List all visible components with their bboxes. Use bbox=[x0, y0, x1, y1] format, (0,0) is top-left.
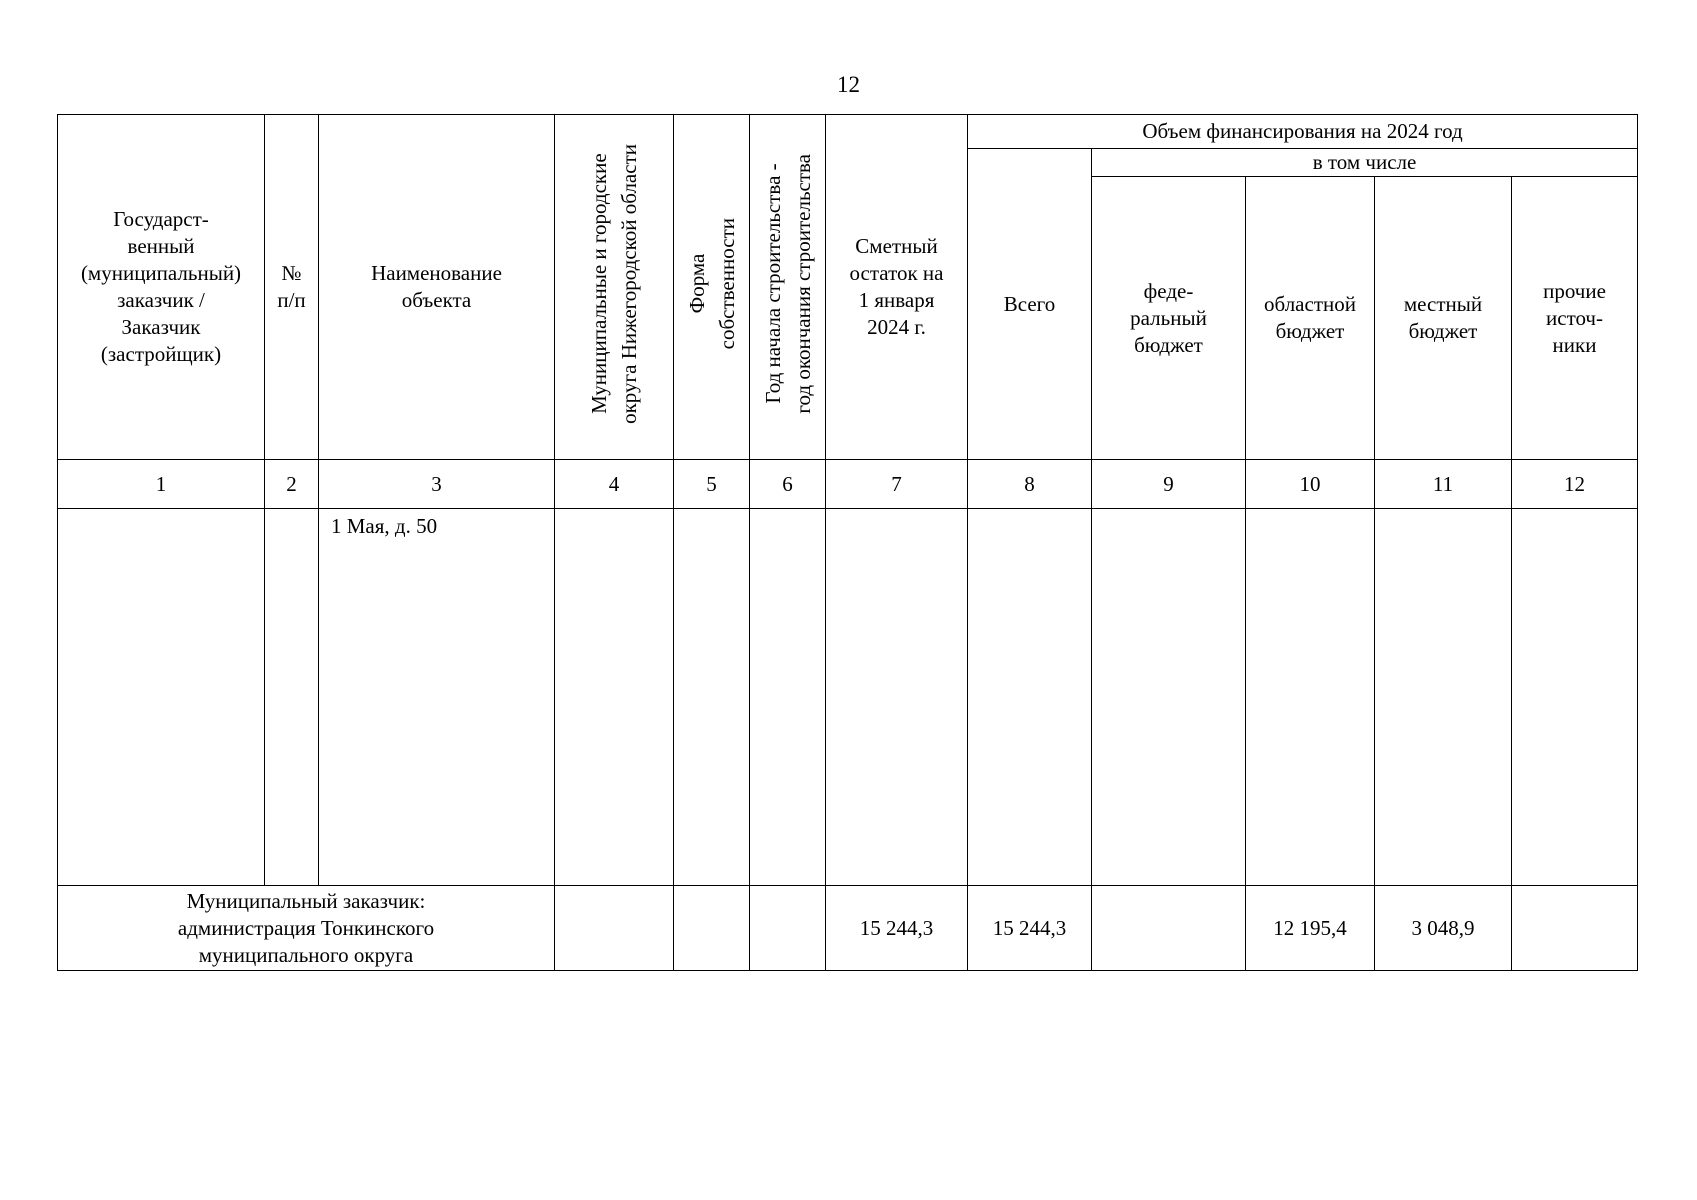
header-federal-budget: феде- ральный бюджет bbox=[1092, 177, 1246, 460]
summary-row bbox=[58, 886, 1638, 971]
summary-regional: 12 195,4 bbox=[1246, 886, 1375, 971]
summary-years bbox=[750, 886, 826, 971]
cell-district bbox=[555, 509, 674, 886]
header-total: Всего bbox=[968, 149, 1092, 460]
column-number: 8 bbox=[968, 460, 1092, 509]
summary-other bbox=[1512, 886, 1638, 971]
header-ownership-form bbox=[674, 115, 750, 460]
column-number: 7 bbox=[826, 460, 968, 509]
header-regional-budget: областной бюджет bbox=[1246, 177, 1375, 460]
header-estimated-balance: Сметный остаток на 1 января 2024 г. bbox=[826, 115, 968, 460]
summary-ownership bbox=[674, 886, 750, 971]
column-number: 5 bbox=[674, 460, 750, 509]
column-number: 6 bbox=[750, 460, 826, 509]
header-object-name: Наименование объекта bbox=[319, 115, 555, 460]
summary-customer-label: Муниципальный заказчик: администрация Тонкинского муниципального округа bbox=[58, 886, 555, 971]
header-number: № п/п bbox=[265, 115, 319, 460]
column-number-row bbox=[58, 460, 1638, 509]
cell-other bbox=[1512, 509, 1638, 886]
header-construction-years-text: Год начала строительства - год окончания строительства bbox=[760, 153, 815, 414]
summary-estimated-balance: 15 244,3 bbox=[826, 886, 968, 971]
column-number: 9 bbox=[1092, 460, 1246, 509]
cell-regional bbox=[1246, 509, 1375, 886]
header-municipal-districts-text: Муниципальные и городские округа Нижегородской области bbox=[587, 143, 641, 424]
header-local-budget: местный бюджет bbox=[1375, 177, 1512, 460]
header-ownership-form-text: Форма собственности bbox=[684, 217, 739, 350]
page-number: 12 bbox=[837, 72, 860, 97]
cell-local bbox=[1375, 509, 1512, 886]
summary-federal bbox=[1092, 886, 1246, 971]
header-construction-years bbox=[750, 115, 826, 460]
header-other-sources: прочие источ- ники bbox=[1512, 177, 1638, 460]
summary-total: 15 244,3 bbox=[968, 886, 1092, 971]
column-number: 4 bbox=[555, 460, 674, 509]
column-number: 10 bbox=[1246, 460, 1375, 509]
header-customer: Государст- венный (муниципальный) заказчик / Заказчик (застройщик) bbox=[58, 115, 265, 460]
cell-federal bbox=[1092, 509, 1246, 886]
header-including: в том числе bbox=[1092, 149, 1638, 177]
financing-table bbox=[57, 114, 1638, 971]
cell-number bbox=[265, 509, 319, 886]
header-funding-group: Объем финансирования на 2024 год bbox=[968, 115, 1638, 149]
cell-estimated-balance bbox=[826, 509, 968, 886]
column-number: 2 bbox=[265, 460, 319, 509]
column-number: 1 bbox=[58, 460, 265, 509]
cell-customer bbox=[58, 509, 265, 886]
header-municipal-districts bbox=[555, 115, 674, 460]
table-row bbox=[58, 509, 1638, 886]
cell-total bbox=[968, 509, 1092, 886]
column-number: 3 bbox=[319, 460, 555, 509]
cell-object-name: 1 Мая, д. 50 bbox=[319, 509, 555, 886]
column-number: 11 bbox=[1375, 460, 1512, 509]
column-number: 12 bbox=[1512, 460, 1638, 509]
cell-years bbox=[750, 509, 826, 886]
summary-district bbox=[555, 886, 674, 971]
summary-local: 3 048,9 bbox=[1375, 886, 1512, 971]
cell-ownership bbox=[674, 509, 750, 886]
